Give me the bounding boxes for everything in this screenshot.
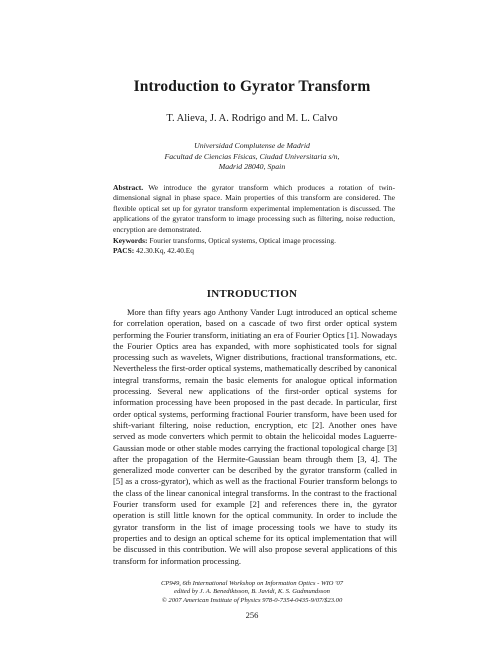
author-list: T. Alieva, J. A. Rodrigo and M. L. Calvo [166, 113, 338, 124]
page-number: 256 [245, 610, 259, 620]
section-heading: INTRODUCTION [206, 288, 298, 300]
footnote-line: CP949, 6th International Workshop on Information Optics - WIO '07 [160, 580, 344, 587]
abstract-text: We introduce the gyrator transform which produces a rotation of twin-dimensional signal in phase space. Main properties of this transform are considered. The flexible optical set up for gyrator transform experimental implementation is discussed. The applications of the gyrator transform to image processing such as filtering, noise reduction, encryption are demonstrated. [113, 183, 395, 234]
footnote-line: © 2007 American Institute of Physics 978-0-7354-0435-9/07/$23.00 [161, 596, 343, 604]
paper-title: Introduction to Gyrator Transform [133, 78, 371, 95]
abstract-label: Abstract. [113, 183, 144, 192]
pacs-label: PACS: [113, 246, 135, 255]
keywords-text: Fourier transforms, Optical systems, Optical image processing. [149, 236, 336, 245]
copyright-footnote [0, 580, 504, 605]
keywords-block [113, 236, 403, 256]
footnote-line: edited by J. A. Benediktsson, B. Javidi, K. S. Gudmundsson [174, 588, 330, 596]
pacs-text: 42.30.Kq, 42.40.Eq [136, 246, 194, 255]
affiliation-line: Universidad Complutense de Madrid [194, 141, 310, 150]
abstract [113, 183, 395, 235]
keywords-label: Keywords: [113, 236, 148, 245]
affiliation-line: Facultad de Ciencias Físicas, Ciudad Universitaria s/n, [164, 151, 340, 161]
affiliation-line: Madrid 28040, Spain [218, 162, 286, 171]
body-paragraph: More than fifty years ago Anthony Vander Lugt introduced an optical scheme for correlation operation, based on a cascade of two first order optical system performing the Fourier transform, initiating an era of Fourier Optics [1]. Nowadays the Fourier Optics area has expanded, with more sophisticated tools for signal processing such as wavelets, Wigner distributions, fractional transformations, etc. Nevertheless the first-order optical systems, mathematically described by canonical integral transforms, remain the basic elements for analogue optical information processing. Several new applications of the first-order optical systems for information processing have been proposed in the past decade. In particular, first order optical systems, performing fractional Fourier transform, have been used for shift-variant filtering, noise reduction, encryption, etc [2]. Another ones have served as mode converters which permit to obtain the helicoidal modes Laguerre-Gaussian mode or other stable modes carrying the fractional topological charge [3] after the propagation of the Hermite-Gaussian beam through them [3, 4]. The generalized mode converter can be described by the gyrator transform (called in [5] as a cross-gyrator), which as well as the fractional Fourier transform belongs to the class of the linear canonical integral transforms. In the contrast to the fractional Fourier transform used for example [2] and references there in, the gyrator operation is still little known for the optical community. In order to include the gyrator transform in the list of image processing tools we have to study its properties and to design an optical scheme for its optical implementation that will be discussed in this contribution. We will also propose several applications of this transform for information processing. [113, 307, 397, 566]
affiliation-block [0, 141, 504, 173]
